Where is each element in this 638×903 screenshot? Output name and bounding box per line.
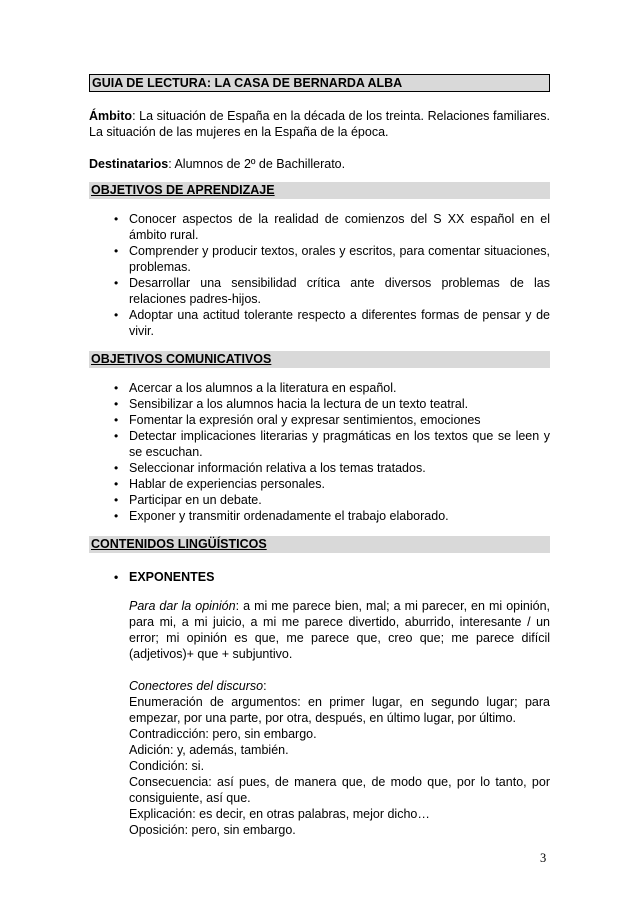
bullet-icon: • [114, 397, 119, 411]
bullet-icon: • [114, 509, 119, 523]
comunicativos-list [89, 380, 550, 524]
list-item: • Hablar de experiencias personales. [114, 477, 325, 491]
list-item: • Acercar a los alumnos a la literatura en español. [114, 381, 397, 395]
list-item: • Conocer aspectos de la realidad de comienzos del S XX español en el ámbito rural. [114, 212, 550, 242]
section-heading-comunicativos: OBJETIVOS COMUNICATIVOS [89, 351, 550, 368]
aprendizaje-list [89, 211, 550, 339]
list-item: • Desarrollar una sensibilidad crítica ante diversos problemas de las relaciones padres-hijos. [114, 276, 550, 306]
list-item: • Sensibilizar a los alumnos hacia la lectura de un texto teatral. [114, 397, 469, 411]
conector-line: Contradicción: pero, sin embargo. [129, 727, 317, 741]
conector-line: Condición: si. [129, 759, 205, 773]
list-item: • Participar en un debate. [114, 493, 262, 507]
destinatarios-label: Destinatarios [89, 157, 169, 171]
destinatarios-text: : Alumnos de 2º de Bachillerato. [168, 157, 346, 171]
bullet-icon: • [114, 413, 119, 427]
opinion-text: : a mi me parece bien, mal; a mi parecer, en mi opinión, para mi, a mi juicio, a mi me parece divertido, aburrido, interesante / un error; mi opinión es que, me parece que, creo que; me parece difícil (adjetivos)+ que + subjuntivo. [129, 599, 550, 661]
page-number: 3 [540, 851, 547, 865]
section-heading-contenidos: CONTENIDOS LINGÜÍSTICOS [89, 536, 550, 553]
bullet-icon: • [114, 461, 119, 475]
destinatarios-paragraph [89, 156, 550, 172]
list-item: • Comprender y producir textos, orales y escritos, para comentar situaciones, problemas. [114, 244, 550, 274]
list-item-exponentes: • EXPONENTES [114, 570, 215, 584]
list-item: • Adoptar una actitud tolerante respecto a diferentes formas de pensar y de vivir. [114, 308, 550, 338]
conectores-heading: Conectores del discurso: [129, 679, 267, 693]
list-item: • Fomentar la expresión oral y expresar sentimientos, emociones [114, 413, 481, 427]
document-page [89, 0, 550, 838]
bullet-icon: • [114, 244, 119, 258]
bullet-icon: • [114, 493, 119, 507]
conector-line: Consecuencia: así pues, de manera que, de modo que, por lo tanto, por consiguiente, así que. [129, 775, 550, 805]
bullet-icon: • [114, 381, 119, 395]
conector-line: Explicación: es decir, en otras palabras, mejor dicho… [129, 807, 430, 821]
conector-line: Oposición: pero, sin embargo. [129, 823, 296, 837]
opinion-label: Para dar la opinión [129, 599, 236, 613]
bullet-icon: • [114, 276, 119, 290]
ambito-label: Ámbito [89, 109, 133, 123]
bullet-icon: • [114, 308, 119, 322]
section-heading-aprendizaje: OBJETIVOS DE APRENDIZAJE [89, 182, 550, 199]
exponentes-block [89, 598, 550, 838]
list-item: • Seleccionar información relativa a los temas tratados. [114, 461, 426, 475]
bullet-icon: • [114, 429, 119, 443]
opinion-paragraph [129, 598, 550, 662]
document-title: GUIA DE LECTURA: LA CASA DE BERNARDA ALBA [89, 74, 550, 92]
conector-line: Adición: y, además, también. [129, 743, 289, 757]
bullet-icon: • [114, 570, 119, 584]
bullet-icon: • [114, 477, 119, 491]
ambito-text: : La situación de España en la década de los treinta. Relaciones familiares. La situación de las mujeres en la España de la época. [89, 109, 550, 139]
bullet-icon: • [114, 212, 119, 226]
conector-line: Enumeración de argumentos: en primer lugar, en segundo lugar; para empezar, por una parte, por otra, después, en último lugar, por último. [129, 695, 550, 725]
list-item: • Exponer y transmitir ordenadamente el trabajo elaborado. [114, 509, 449, 523]
contenidos-list [89, 569, 550, 585]
ambito-paragraph [89, 108, 550, 140]
list-item: • Detectar implicaciones literarias y pragmáticas en los textos que se leen y se escuchan. [114, 429, 550, 459]
